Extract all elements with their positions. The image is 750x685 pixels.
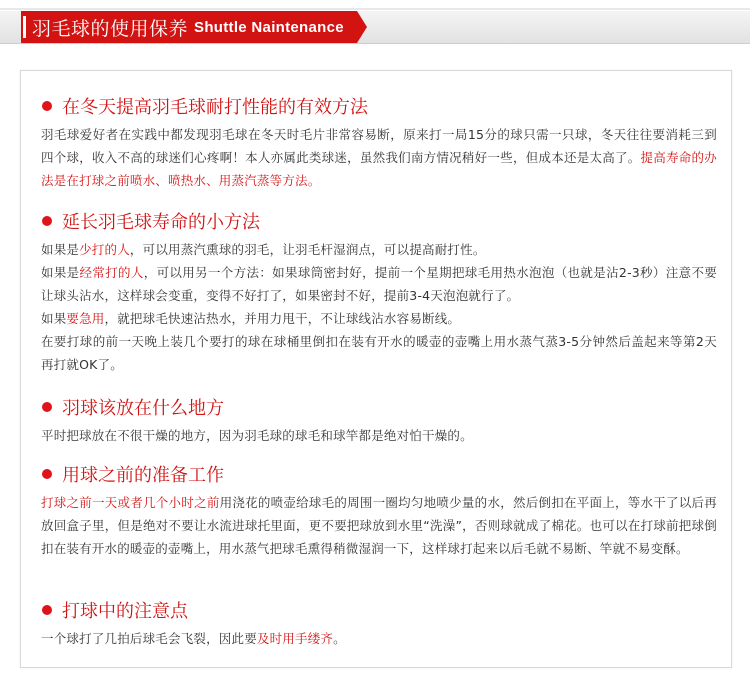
- bullet-icon: [42, 605, 52, 615]
- section-title-text: 羽球该放在什么地方: [62, 398, 224, 419]
- section-winter: [41, 93, 717, 192]
- text-span: 平时把球放在不很干燥的地方，因为羽毛球的球毛和球竿都是绝对怕干燥的。: [41, 428, 473, 443]
- section-title: [41, 93, 717, 119]
- section-header: [0, 0, 750, 46]
- text-span: ，可以用另一个方法：如果球筒密封好，提前一个星期把球毛用热水泡泡（也就是沾2-3秒）注意不要让球头沾水，这样球会变重，变得不好打了，如果密封不好，提前3-4天泡泡就行了。: [41, 265, 717, 303]
- header-arrow: [357, 11, 367, 43]
- section-title-text: 延长羽毛球寿命的小方法: [62, 212, 260, 233]
- section-title-text: 打球中的注意点: [62, 601, 188, 622]
- section-title-text: 用球之前的准备工作: [62, 465, 224, 486]
- text-span: 如果是: [41, 242, 80, 257]
- content-panel: [20, 70, 732, 668]
- header-top-line: [0, 8, 750, 10]
- bullet-icon: [42, 469, 52, 479]
- text-span: 。: [333, 631, 346, 646]
- bullet-icon: [42, 101, 52, 111]
- paragraph: [41, 424, 717, 447]
- header-title-cn: 羽毛球的使用保养: [32, 17, 189, 40]
- highlight-text: 及时用手缕齐: [256, 631, 334, 646]
- text-span: 如果是: [41, 265, 80, 280]
- header-accent-bar: [23, 16, 26, 38]
- paragraph: [41, 307, 717, 330]
- highlight-text: 要急用: [66, 311, 105, 326]
- text-span: 用浇花的喷壶给球毛的周围一圈均匀地喷少量的水，然后倒扣在平面上，等水干了以后再放回盒子里，但是绝对不要让水流进球托里面，更不要把球放到水里“洗澡”，否则球就成了棉花。也可以在打球前把球倒扣在装有开水的暖壶的壶嘴上，用水蒸气把球毛熏得稍微湿润一下，这样球打起来以后毛就不易断、竿就不易变酥。: [41, 495, 717, 556]
- section-title: [41, 394, 717, 420]
- paragraph: [41, 330, 717, 376]
- text-span: 在要打球的前一天晚上装几个要打的球在球桶里倒扣在装有开水的暖壶的壶嘴上用水蒸气蒸3-5分钟然后盖起来等第2天再打就OK了。: [41, 334, 717, 372]
- header-title-en: Shuttle Naintenance: [194, 18, 344, 36]
- section-extend-life: [41, 208, 717, 376]
- bullet-icon: [42, 216, 52, 226]
- section-storage: [41, 394, 717, 447]
- highlight-text: 提高寿命的办法是在打球之前喷水、喷热水、用蒸汽蒸等方法。: [41, 150, 717, 188]
- bullet-icon: [42, 402, 52, 412]
- highlight-text: 经常打的人: [79, 265, 144, 280]
- highlight-text: 打球之前一天或者几个小时之前: [41, 495, 220, 510]
- section-title-text: 在冬天提高羽毛球耐打性能的有效方法: [62, 97, 368, 118]
- text-span: 如果: [41, 311, 67, 326]
- paragraph: [41, 261, 717, 307]
- text-span: ，可以用蒸汽熏球的羽毛，让羽毛杆湿润点，可以提高耐打性。: [129, 242, 486, 257]
- text-span: 一个球打了几拍后球毛会飞裂，因此要: [41, 631, 257, 646]
- paragraph: [41, 123, 717, 192]
- highlight-text: 少打的人: [79, 242, 130, 257]
- paragraph: [41, 238, 717, 261]
- paragraph: [41, 491, 717, 560]
- section-title: [41, 208, 717, 234]
- header-title-tab: [21, 11, 357, 43]
- text-span: ，就把球毛快速沾热水，并用力甩干，不让球线沾水容易断线。: [104, 311, 461, 326]
- section-during-play: [41, 597, 717, 650]
- paragraph: [41, 627, 717, 650]
- section-preparation: [41, 461, 717, 560]
- section-title: [41, 597, 717, 623]
- section-title: [41, 461, 717, 487]
- text-span: 羽毛球爱好者在实践中都发现羽毛球在冬天时毛片非常容易断，原来打一局15分的球只需一只球，冬天往往要消耗三到四个球，收入不高的球迷们心疼啊！本人亦属此类球迷，虽然我们南方情况稍好一些，但成本还是太高了。: [41, 127, 717, 165]
